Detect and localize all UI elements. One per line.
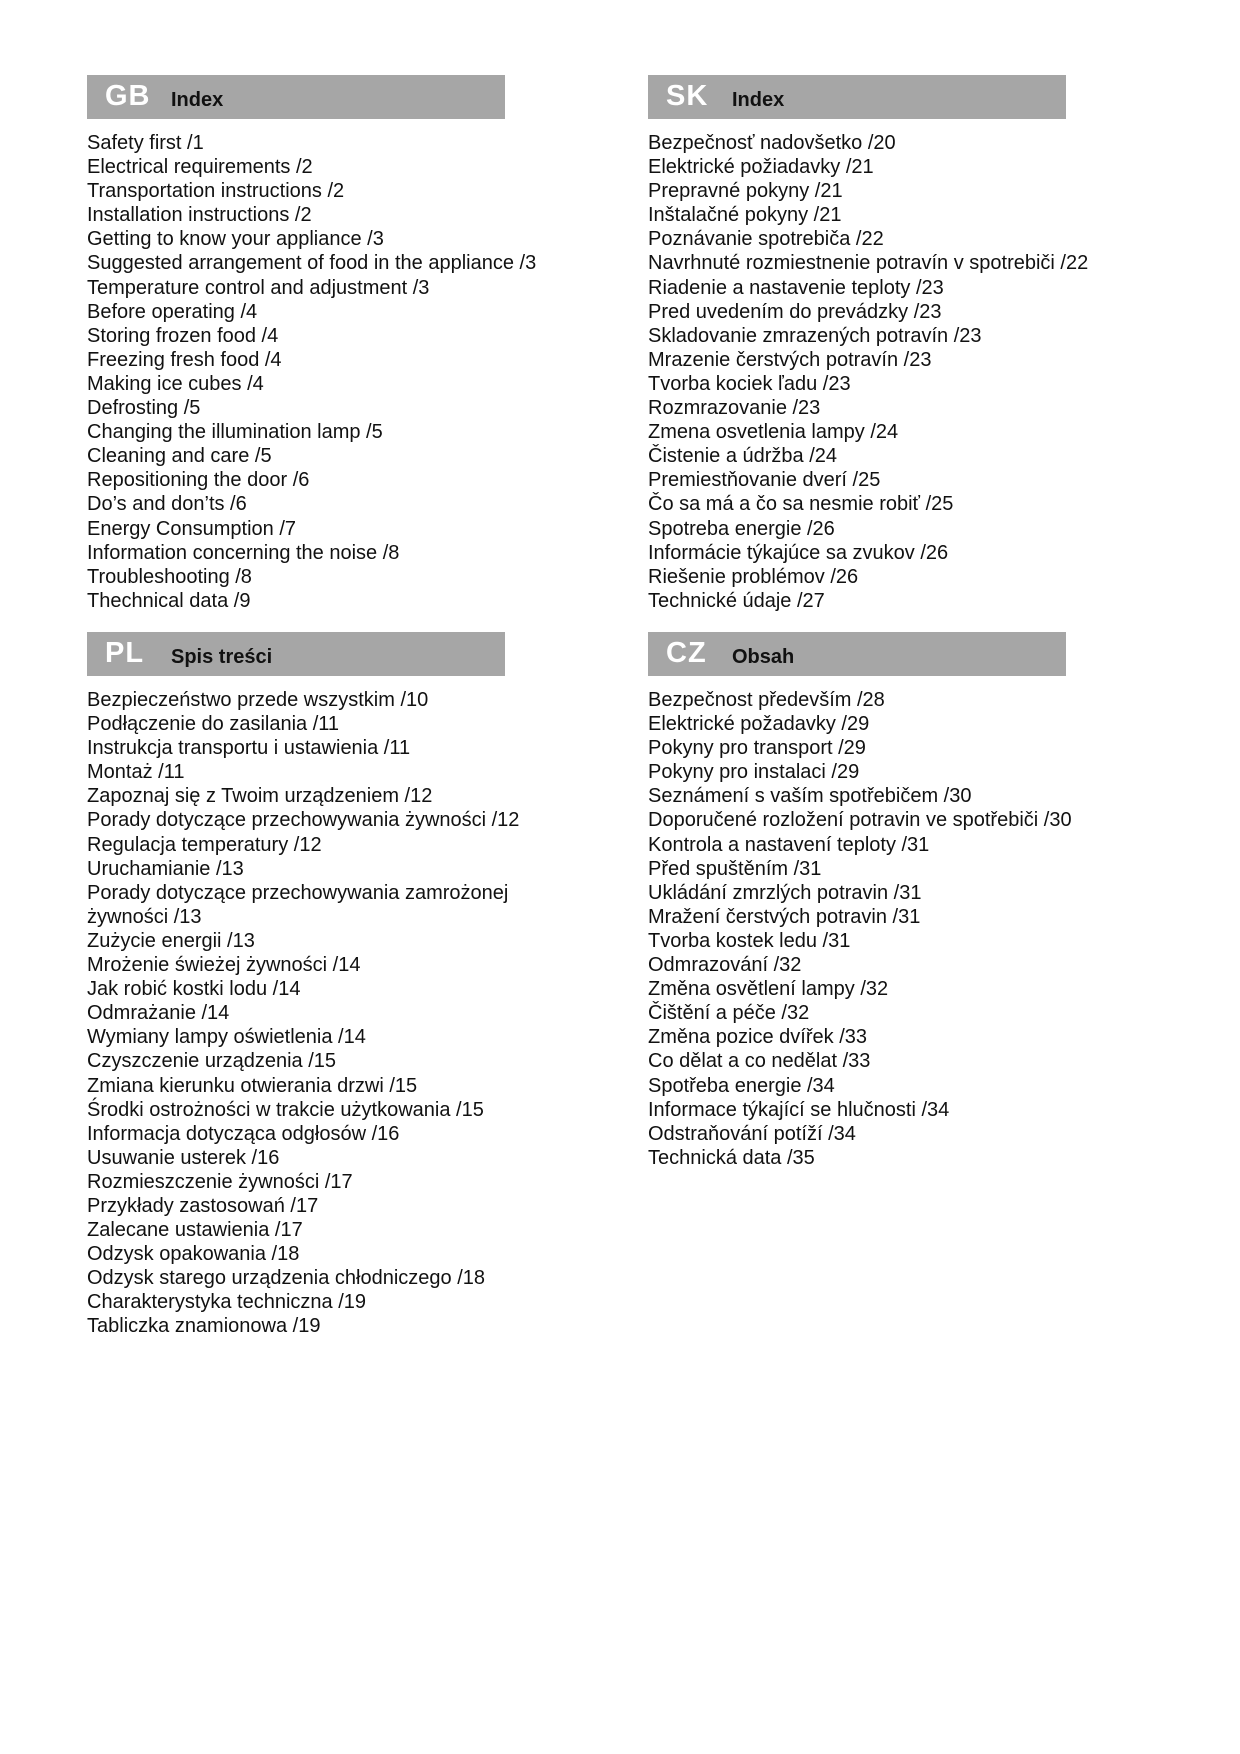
- index-entry: Zmena osvetlenia lampy /24: [648, 421, 899, 444]
- index-entry: Mrazenie čerstvých potravín /23: [648, 348, 932, 371]
- index-entry: Technické údaje /27: [648, 589, 825, 612]
- index-entry: Montaż /11: [87, 761, 185, 784]
- index-entry: Mrożenie świeżej żywności /14: [87, 954, 361, 977]
- index-entry: Rozmieszczenie żywności /17: [87, 1170, 353, 1193]
- index-entry: Rozmrazovanie /23: [648, 397, 821, 420]
- index-entry: Mražení čerstvých potravin /31: [648, 905, 921, 928]
- index-entry: Technická data /35: [648, 1146, 815, 1169]
- index-entry: Informacja dotycząca odgłosów /16: [87, 1122, 400, 1145]
- index-entry: Odmrażanie /14: [87, 1002, 230, 1025]
- index-entry: Čo sa má a čo sa nesmie robiť /25: [648, 493, 954, 516]
- index-entry: Odstraňování potíží /34: [648, 1122, 856, 1145]
- index-entry: Temperature control and adjustment /3: [87, 276, 430, 299]
- index-entry: Pred uvedením do prevádzky /23: [648, 300, 942, 323]
- index-entry: Tabliczka znamionowa /19: [87, 1315, 321, 1338]
- index-list-cz: [648, 688, 1072, 1170]
- index-entry: Pokyny pro transport /29: [648, 737, 866, 760]
- section-title-pl: Spis treści: [171, 646, 273, 668]
- index-entry: Pokyny pro instalaci /29: [648, 761, 860, 784]
- index-entry: Prepravné pokyny /21: [648, 180, 843, 203]
- index-entry: Defrosting /5: [87, 397, 201, 420]
- index-entry: Safety first /1: [87, 132, 204, 154]
- index-entry: Inštalačné pokyny /21: [648, 204, 842, 227]
- index-entry: Jak robić kostki lodu /14: [87, 978, 301, 1001]
- index-entry: Storing frozen food /4: [87, 324, 279, 347]
- index-entry: Cleaning and care /5: [87, 445, 272, 468]
- index-entry: Premiestňovanie dverí /25: [648, 469, 881, 492]
- index-entry: Making ice cubes /4: [87, 372, 264, 395]
- index-entry: Co dělat a co nedělat /33: [648, 1050, 871, 1073]
- index-entry: Freezing fresh food /4: [87, 348, 282, 371]
- index-entry: Informácie týkajúce sa zvukov /26: [648, 541, 949, 564]
- index-entry: Ukládání zmrzlých potravin /31: [648, 881, 922, 904]
- section-title-gb: Index: [171, 89, 224, 111]
- index-entry: Installation instructions /2: [87, 204, 312, 227]
- section-sk: [648, 75, 1088, 613]
- index-entry: Charakterystyka techniczna /19: [87, 1291, 367, 1314]
- index-entry: Getting to know your appliance /3: [87, 228, 384, 251]
- section-cz: [648, 632, 1072, 1170]
- index-entry: Podłączenie do zasilania /11: [87, 713, 340, 736]
- index-list-gb: [87, 131, 536, 613]
- index-entry: Do’s and don’ts /6: [87, 493, 247, 516]
- index-entry: Před spuštěním /31: [648, 857, 822, 880]
- index-entry: Skladovanie zmrazených potravín /23: [648, 324, 982, 347]
- index-entry: Riešenie problémov /26: [648, 565, 859, 588]
- index-entry: Kontrola a nastavení teploty /31: [648, 833, 930, 856]
- index-entry: Przykłady zastosowań /17: [87, 1194, 319, 1217]
- index-entry: Elektrické požiadavky /21: [648, 156, 874, 179]
- language-code-sk: SK: [666, 80, 709, 112]
- section-title-cz: Obsah: [732, 646, 795, 668]
- index-list-pl: [87, 688, 519, 1339]
- section-title-sk: Index: [732, 89, 785, 111]
- index-entry: Uruchamianie /13: [87, 857, 244, 880]
- index-entry: Usuwanie usterek /16: [87, 1146, 280, 1169]
- section-pl: [87, 632, 519, 1339]
- index-entry: Porady dotyczące przechowywania żywności /12: [87, 809, 520, 832]
- index-entry: Elektrické požadavky /29: [648, 713, 870, 736]
- index-entry: Bezpieczeństwo przede wszystkim /10: [87, 689, 429, 711]
- section-header-cz: [648, 632, 1066, 676]
- index-entry: Zmiana kierunku otwierania drzwi /15: [87, 1074, 418, 1097]
- index-entry: Spotreba energie /26: [648, 517, 835, 540]
- section-header-gb: [87, 75, 505, 119]
- index-entry: Poznávanie spotrebiča /22: [648, 228, 884, 251]
- index-entry: Information concerning the noise /8: [87, 541, 400, 564]
- index-entry: Suggested arrangement of food in the appliance /3: [87, 252, 537, 275]
- index-entry: Změna pozice dvířek /33: [648, 1026, 867, 1049]
- index-list-sk: [648, 131, 1088, 613]
- index-entry: Energy Consumption /7: [87, 517, 297, 540]
- index-entry: Odzysk opakowania /18: [87, 1243, 300, 1266]
- index-entry: Navrhnuté rozmiestnenie potravín v spotrebiči /22: [648, 252, 1089, 275]
- index-entry: Čištění a péče /32: [648, 1002, 810, 1025]
- index-entry: Zużycie energii /13: [87, 929, 255, 952]
- index-entry: Tvorba kostek ledu /31: [648, 929, 851, 952]
- index-entry: Instrukcja transportu i ustawienia /11: [87, 737, 411, 760]
- index-entry: Bezpečnosť nadovšetko /20: [648, 132, 896, 154]
- index-entry: Transportation instructions /2: [87, 180, 345, 203]
- index-entry: Spotřeba energie /34: [648, 1074, 835, 1097]
- index-entry: Změna osvětlení lampy /32: [648, 978, 889, 1001]
- index-entry: Zapoznaj się z Twoim urządzeniem /12: [87, 785, 433, 808]
- index-entry: Doporučené rozložení potravin ve spotřebiči /30: [648, 809, 1072, 832]
- language-code-gb: GB: [105, 80, 151, 112]
- index-entry: Before operating /4: [87, 300, 258, 323]
- index-entry: Zalecane ustawienia /17: [87, 1219, 303, 1242]
- index-entry: Thechnical data /9: [87, 589, 251, 612]
- index-entry: Repositioning the door /6: [87, 469, 310, 492]
- index-entry: żywności /13: [87, 905, 202, 928]
- section-gb: [87, 75, 536, 613]
- section-header-pl: [87, 632, 505, 676]
- index-entry: Seznámení s vaším spotřebičem /30: [648, 785, 972, 808]
- index-entry: Riadenie a nastavenie teploty /23: [648, 276, 944, 299]
- index-entry: Odzysk starego urządzenia chłodniczego /18: [87, 1267, 486, 1290]
- index-entry: Tvorba kociek ľadu /23: [648, 372, 851, 395]
- index-entry: Odmrazování /32: [648, 954, 802, 977]
- index-entry: Bezpečnost především /28: [648, 689, 885, 711]
- index-entry: Changing the illumination lamp /5: [87, 421, 383, 444]
- language-code-pl: PL: [105, 637, 145, 669]
- index-entry: Regulacja temperatury /12: [87, 833, 322, 856]
- index-entry: Czyszczenie urządzenia /15: [87, 1050, 337, 1073]
- section-header-sk: [648, 75, 1066, 119]
- index-entry: Troubleshooting /8: [87, 565, 252, 588]
- index-entry: Electrical requirements /2: [87, 156, 313, 179]
- index-entry: Informace týkající se hlučnosti /34: [648, 1098, 950, 1121]
- index-entry: Porady dotyczące przechowywania zamrożonej: [87, 881, 509, 904]
- index-entry: Čistenie a údržba /24: [648, 445, 838, 468]
- index-entry: Środki ostrożności w trakcie użytkowania /15: [87, 1098, 484, 1121]
- index-entry: Wymiany lampy oświetlenia /14: [87, 1026, 366, 1049]
- language-code-cz: CZ: [666, 637, 707, 669]
